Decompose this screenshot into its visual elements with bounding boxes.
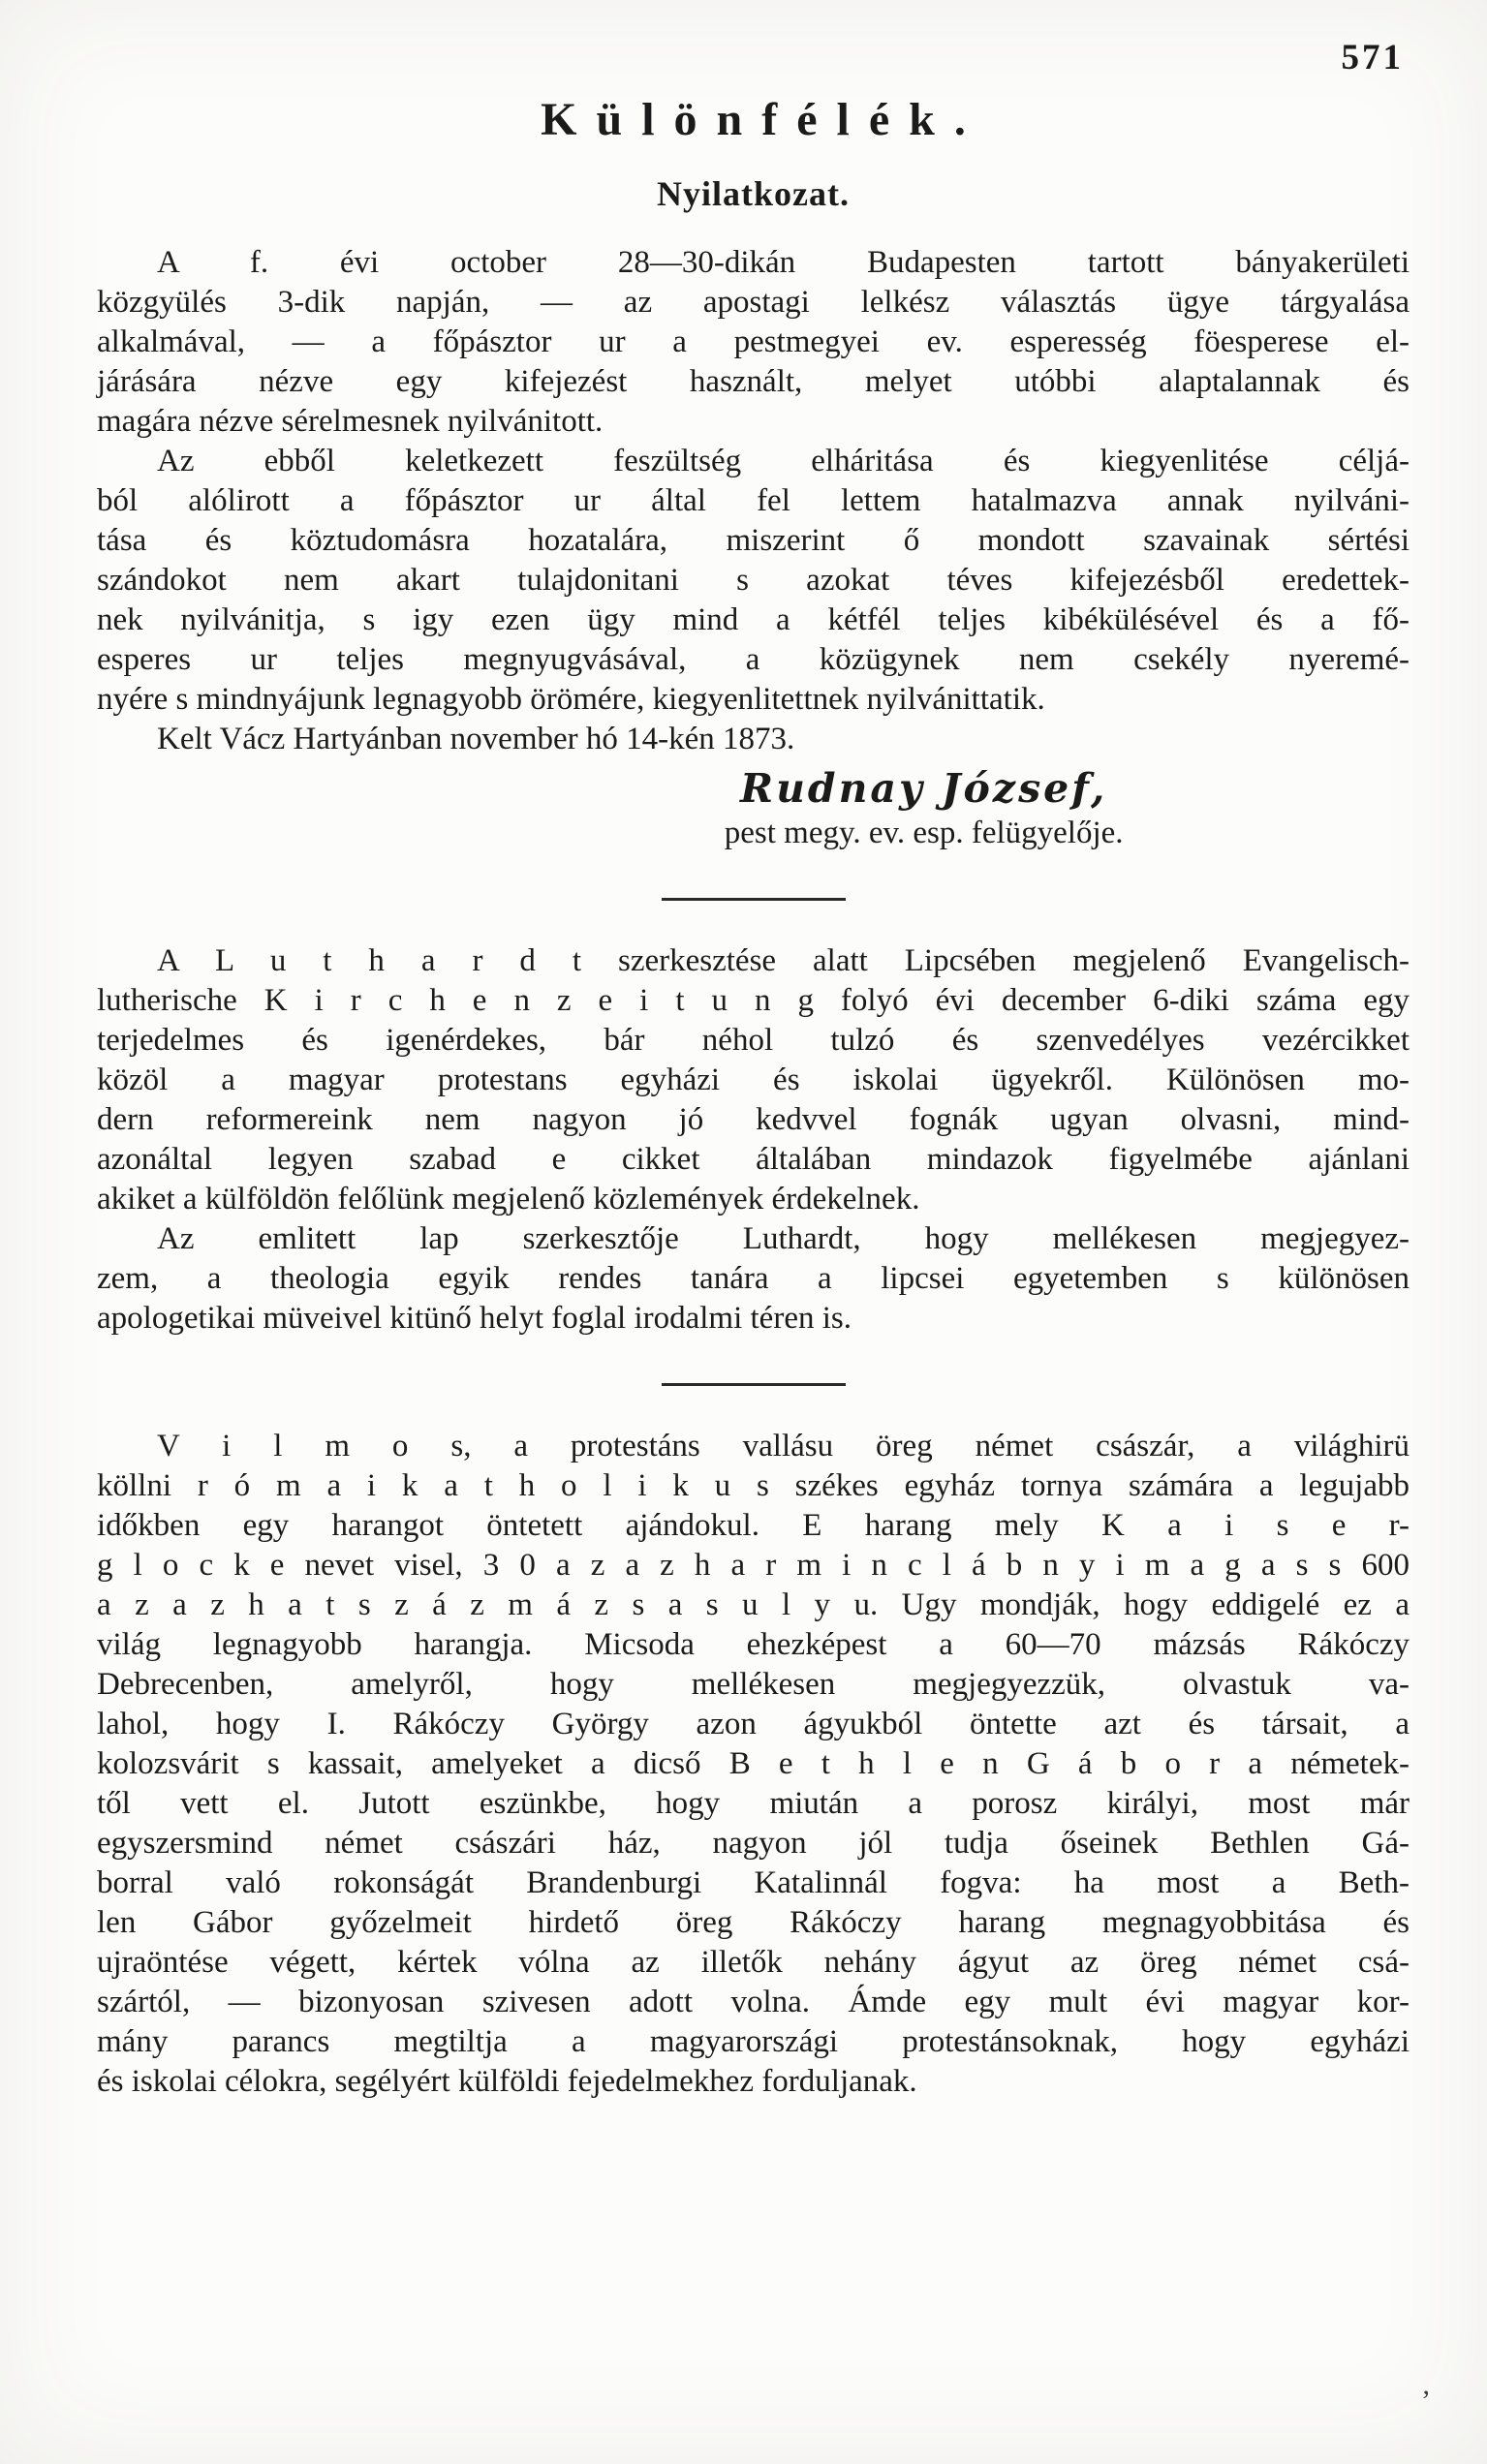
declaration-paragraph-1 bbox=[97, 243, 1410, 442]
text-line: nyére s mindnyájunk legnagyobb örömére, kiegyenlitettnek nyilvánittatik. bbox=[97, 682, 1045, 717]
text-line: borral való rokonságát Brandenburgi Katalinnál fogva: ha most a Beth- bbox=[97, 1865, 1410, 1900]
text-line: azonáltal legyen szabad e cikket általában mindazok figyelmébe ajánlani bbox=[97, 1142, 1410, 1177]
page-number: 571 bbox=[1341, 38, 1404, 77]
text-line: világ legnagyobb harangja. Micsoda ehezképest a 60—70 mázsás Rákóczy bbox=[97, 1627, 1410, 1662]
section-heading: Különfélék. bbox=[541, 94, 985, 145]
text-line: lahol, hogy I. Rákóczy György azon ágyukból öntette azt és társait, a bbox=[97, 1707, 1410, 1741]
text-line: zem, a theologia egyik rendes tanára a lipcsei egyetemben s különösen bbox=[97, 1261, 1410, 1296]
scan-artifact-mark: ’ bbox=[1421, 2385, 1431, 2417]
text-line: Az ebből keletkezett feszültség elháritása és kiegyenlitése céljá- bbox=[157, 444, 1410, 478]
dateline: Kelt Vácz Hartyánban november hó 14-kén 1873. bbox=[157, 722, 795, 756]
text-line: g l o c k e nevet visel, 3 0 a z a z h a r m i n c l á b n y i m a g a s s 600 bbox=[97, 1548, 1410, 1583]
text-line: V i l m o s, a protestáns vallásu öreg német császár, a világhirü bbox=[157, 1429, 1410, 1463]
kaiserglocke-paragraph bbox=[97, 1427, 1410, 2102]
text-line: mány parancs megtiltja a magyarországi protestánsoknak, hogy egyházi bbox=[97, 2024, 1410, 2059]
article-heading-declaration: Nyilatkozat. bbox=[657, 174, 850, 213]
text-line: ból alólirott a főpásztor ur által fel lettem hatalmazva annak nyilváni- bbox=[97, 483, 1410, 518]
kirchenzeitung-paragraph-2 bbox=[97, 1219, 1410, 1339]
text-line: ujraöntése végett, kértek vólna az illetők nehány ágyut az öreg német csá- bbox=[97, 1945, 1410, 1980]
text-line: akiket a külföldön felőlünk megjelenő közlemények érdekelnek. bbox=[97, 1182, 920, 1217]
text-line: és iskolai célokra, segélyért külföldi fejedelmekhez forduljanak. bbox=[97, 2064, 917, 2099]
text-line: szártól, — bizonyosan szivesen adott volna. Ámde egy mult évi magyar kor- bbox=[97, 1985, 1410, 2019]
text-line: közöl a magyar protestans egyházi és iskolai ügyekről. Különösen mo- bbox=[97, 1063, 1410, 1097]
text-column bbox=[97, 243, 1410, 2102]
text-line: A f. évi october 28—30-dikán Budapesten tartott bányakerületi bbox=[157, 245, 1410, 280]
text-line: apologetikai müveivel kitünő helyt foglal irodalmi téren is. bbox=[97, 1301, 852, 1336]
section-divider bbox=[662, 898, 846, 901]
text-line: járására nézve egy kifejezést használt, melyet utóbbi alaptalannak és bbox=[97, 364, 1410, 399]
text-line: terjedelmes és igenérdekes, bár néhol tulzó és szenvedélyes vezércikket bbox=[97, 1023, 1410, 1058]
kirchenzeitung-paragraph-1 bbox=[97, 941, 1410, 1219]
text-line: alkalmával, — a főpásztor ur a pestmegyei ev. esperesség föesperese el- bbox=[97, 324, 1410, 359]
text-line: nek nyilvánitja, s igy ezen ügy mind a kétfél teljes kibékülésével és a fő- bbox=[97, 602, 1410, 637]
signature-name: Rudnay József, bbox=[740, 765, 1108, 812]
text-line: től vett el. Jutott eszünkbe, hogy miután a porosz királyi, most már bbox=[97, 1786, 1410, 1821]
declaration-paragraph-2 bbox=[97, 442, 1410, 720]
text-line: dern reformereink nem nagyon jó kedvvel fognák ugyan olvasni, mind- bbox=[97, 1102, 1410, 1137]
text-line: kolozsvárit s kassait, amelyeket a dicső B e t h l e n G á b o r a németek- bbox=[97, 1746, 1410, 1781]
text-line: közgyülés 3-dik napján, — az apostagi lelkész választás ügye tárgyalása bbox=[97, 285, 1410, 320]
text-line: egyszersmind német császári ház, nagyon jól tudja őseinek Bethlen Gá- bbox=[97, 1826, 1410, 1861]
text-line: Debrecenben, amelyről, hogy mellékesen megjegyezzük, olvastuk va- bbox=[97, 1667, 1410, 1702]
masthead bbox=[97, 93, 1410, 214]
text-line: len Gábor győzelmeit hirdető öreg Rákóczy harang megnagyobbitása és bbox=[97, 1905, 1410, 1940]
text-line: magára nézve sérelmesnek nyilvánitott. bbox=[97, 404, 604, 439]
text-line: lutherische K i r c h e n z e i t u n g folyó évi december 6-diki száma egy bbox=[97, 983, 1410, 1018]
text-line: Az emlitett lap szerkesztője Luthardt, hogy mellékesen megjegyez- bbox=[157, 1221, 1410, 1256]
signature-title: pest megy. ev. esp. felügyelője. bbox=[724, 816, 1124, 850]
text-line: tása és köztudomásra hozatalára, miszerint ő mondott szavainak sértési bbox=[97, 523, 1410, 558]
section-divider bbox=[662, 1383, 846, 1386]
text-line: A L u t h a r d t szerkesztése alatt Lipcsében megjelenő Evangelisch- bbox=[157, 943, 1410, 978]
text-line: szándokot nem akart tulajdonitani s azokat téves kifejezésből eredettek- bbox=[97, 563, 1410, 598]
text-line: esperes ur teljes megnyugvásával, a közügynek nem csekély nyeremé- bbox=[97, 642, 1410, 677]
text-line: köllni r ó m a i k a t h o l i k u s székes egyház tornya számára a legujabb bbox=[97, 1468, 1410, 1503]
text-line: a z a z h a t s z á z m á z s a s u l y u. Ugy mondják, hogy eddigelé ez a bbox=[97, 1587, 1410, 1622]
signature-block bbox=[556, 765, 1291, 853]
text-line: időkben egy harangot öntetett ajándokul. E harang mely K a i s e r- bbox=[97, 1508, 1410, 1543]
